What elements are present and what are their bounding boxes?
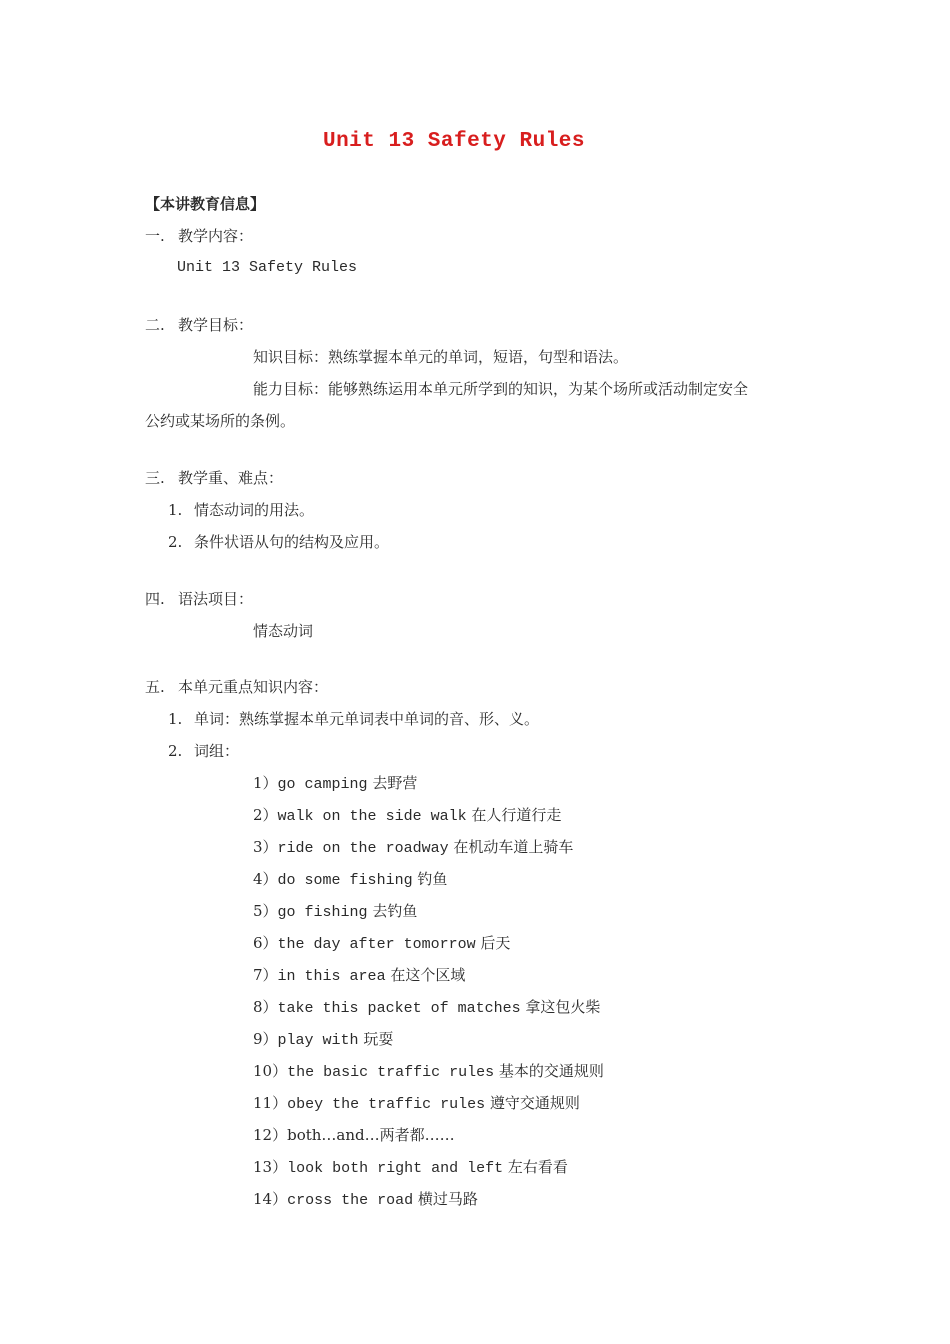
phrase-item: [253, 1124, 455, 1146]
phrase-english: obey the traffic rules: [287, 1096, 486, 1113]
phrase-item: [253, 1188, 478, 1210]
item-text: 条件状语从句的结构及应用。: [194, 533, 390, 551]
section-1-heading: [145, 225, 253, 247]
phrase-number: 12）: [253, 1126, 288, 1144]
section-number: 三.: [145, 469, 165, 487]
section-title: 教学目标：: [178, 316, 254, 334]
phrase-item: [253, 996, 600, 1018]
phrase-number: 5）: [253, 902, 278, 920]
phrase-chinese: 在人行道行走: [471, 806, 562, 824]
phrase-chinese: 两者都……: [379, 1126, 455, 1144]
phrase-chinese: 左右看看: [507, 1158, 568, 1176]
phrase-english: in this area: [277, 968, 386, 985]
section-number: 五.: [145, 678, 165, 696]
phrase-number: 1）: [253, 774, 278, 792]
phrase-number: 7）: [253, 966, 278, 984]
phrase-item: [253, 836, 573, 858]
phrase-number: 14）: [253, 1190, 288, 1208]
item-number: 1.: [168, 710, 183, 728]
phrase-chinese: 基本的交通规则: [498, 1062, 604, 1080]
phrase-english: ride on the roadway: [277, 840, 449, 857]
phrase-number: 3）: [253, 838, 278, 856]
phrase-english: play with: [277, 1032, 359, 1049]
phrase-number: 11）: [253, 1094, 288, 1112]
phrase-english: cross the road: [287, 1192, 414, 1209]
phrase-number: 13）: [253, 1158, 288, 1176]
section-5-heading: [145, 676, 328, 698]
phrase-item: [253, 1092, 580, 1114]
phrase-chinese: 钓鱼: [417, 870, 448, 888]
phrase-english: do some fishing: [277, 872, 413, 889]
knowledge-goal: 知识目标：熟练掌握本单元的单词，短语，句型和语法。: [253, 348, 629, 366]
item-text: 单词：熟练掌握本单元单词表中单词的音、形、义。: [194, 710, 540, 728]
phrase-chinese: 去野营: [372, 774, 418, 792]
phrase-english: walk on the side walk: [277, 808, 467, 825]
section-number: 二.: [145, 316, 165, 334]
list-item: [168, 499, 314, 521]
phrase-chinese: 在机动车道上骑车: [453, 838, 574, 856]
phrase-english: the basic traffic rules: [287, 1064, 495, 1081]
section-title: 本单元重点知识内容：: [178, 678, 329, 696]
phrase-number: 10）: [253, 1062, 288, 1080]
phrase-item: [253, 804, 561, 826]
phrase-item: [253, 1028, 393, 1050]
phrase-item: [253, 932, 510, 954]
phrase-english: go fishing: [277, 904, 368, 921]
item-number: 2.: [168, 533, 183, 551]
phrase-english: take this packet of matches: [277, 1000, 521, 1017]
phrase-english: both…and…: [287, 1126, 380, 1144]
phrase-chinese: 玩耍: [363, 1030, 394, 1048]
phrase-item: [253, 1060, 604, 1082]
phrase-chinese: 横过马路: [417, 1190, 478, 1208]
phrase-chinese: 在这个区域: [390, 966, 466, 984]
phrase-number: 9）: [253, 1030, 278, 1048]
phrase-english: look both right and left: [287, 1160, 504, 1177]
item-number: 2.: [168, 742, 183, 760]
phrase-item: [253, 868, 447, 890]
lesson-info-header: 【本讲教育信息】: [145, 195, 266, 213]
section-2-heading: [145, 314, 253, 336]
phrase-number: 6）: [253, 934, 278, 952]
phrase-number: 8）: [253, 998, 278, 1016]
item-text: 词组：: [194, 742, 240, 760]
phrase-chinese: 遵守交通规则: [489, 1094, 580, 1112]
document-title: Unit 13 Safety Rules: [322, 130, 586, 153]
phrase-chinese: 拿这包火柴: [525, 998, 601, 1016]
section-1-content: Unit 13 Safety Rules: [177, 259, 358, 276]
phrase-english: go camping: [277, 776, 368, 793]
phrase-item: [253, 964, 465, 986]
item-text: 情态动词的用法。: [194, 501, 315, 519]
ability-goal-line-1: 能力目标：能够熟练运用本单元所学到的知识，为某个场所或活动制定安全: [253, 380, 749, 398]
phrase-item: [253, 1156, 568, 1178]
section-4-content: 情态动词: [253, 622, 314, 640]
list-item: [168, 708, 539, 730]
phrase-item: [253, 900, 417, 922]
phrase-item: [253, 772, 417, 794]
phrase-chinese: 去钓鱼: [372, 902, 418, 920]
phrase-chinese: 后天: [480, 934, 511, 952]
phrase-english: the day after tomorrow: [277, 936, 476, 953]
list-item: [168, 740, 239, 762]
section-title: 语法项目：: [178, 590, 254, 608]
ability-goal-line-2: 公约或某场所的条例。: [145, 412, 296, 430]
list-item: [168, 531, 389, 553]
phrase-number: 4）: [253, 870, 278, 888]
section-title: 教学内容：: [178, 227, 254, 245]
section-title: 教学重、难点：: [178, 469, 284, 487]
phrase-number: 2）: [253, 806, 278, 824]
section-3-heading: [145, 467, 283, 489]
section-number: 四.: [145, 590, 165, 608]
section-number: 一.: [145, 227, 165, 245]
section-4-heading: [145, 588, 253, 610]
item-number: 1.: [168, 501, 183, 519]
